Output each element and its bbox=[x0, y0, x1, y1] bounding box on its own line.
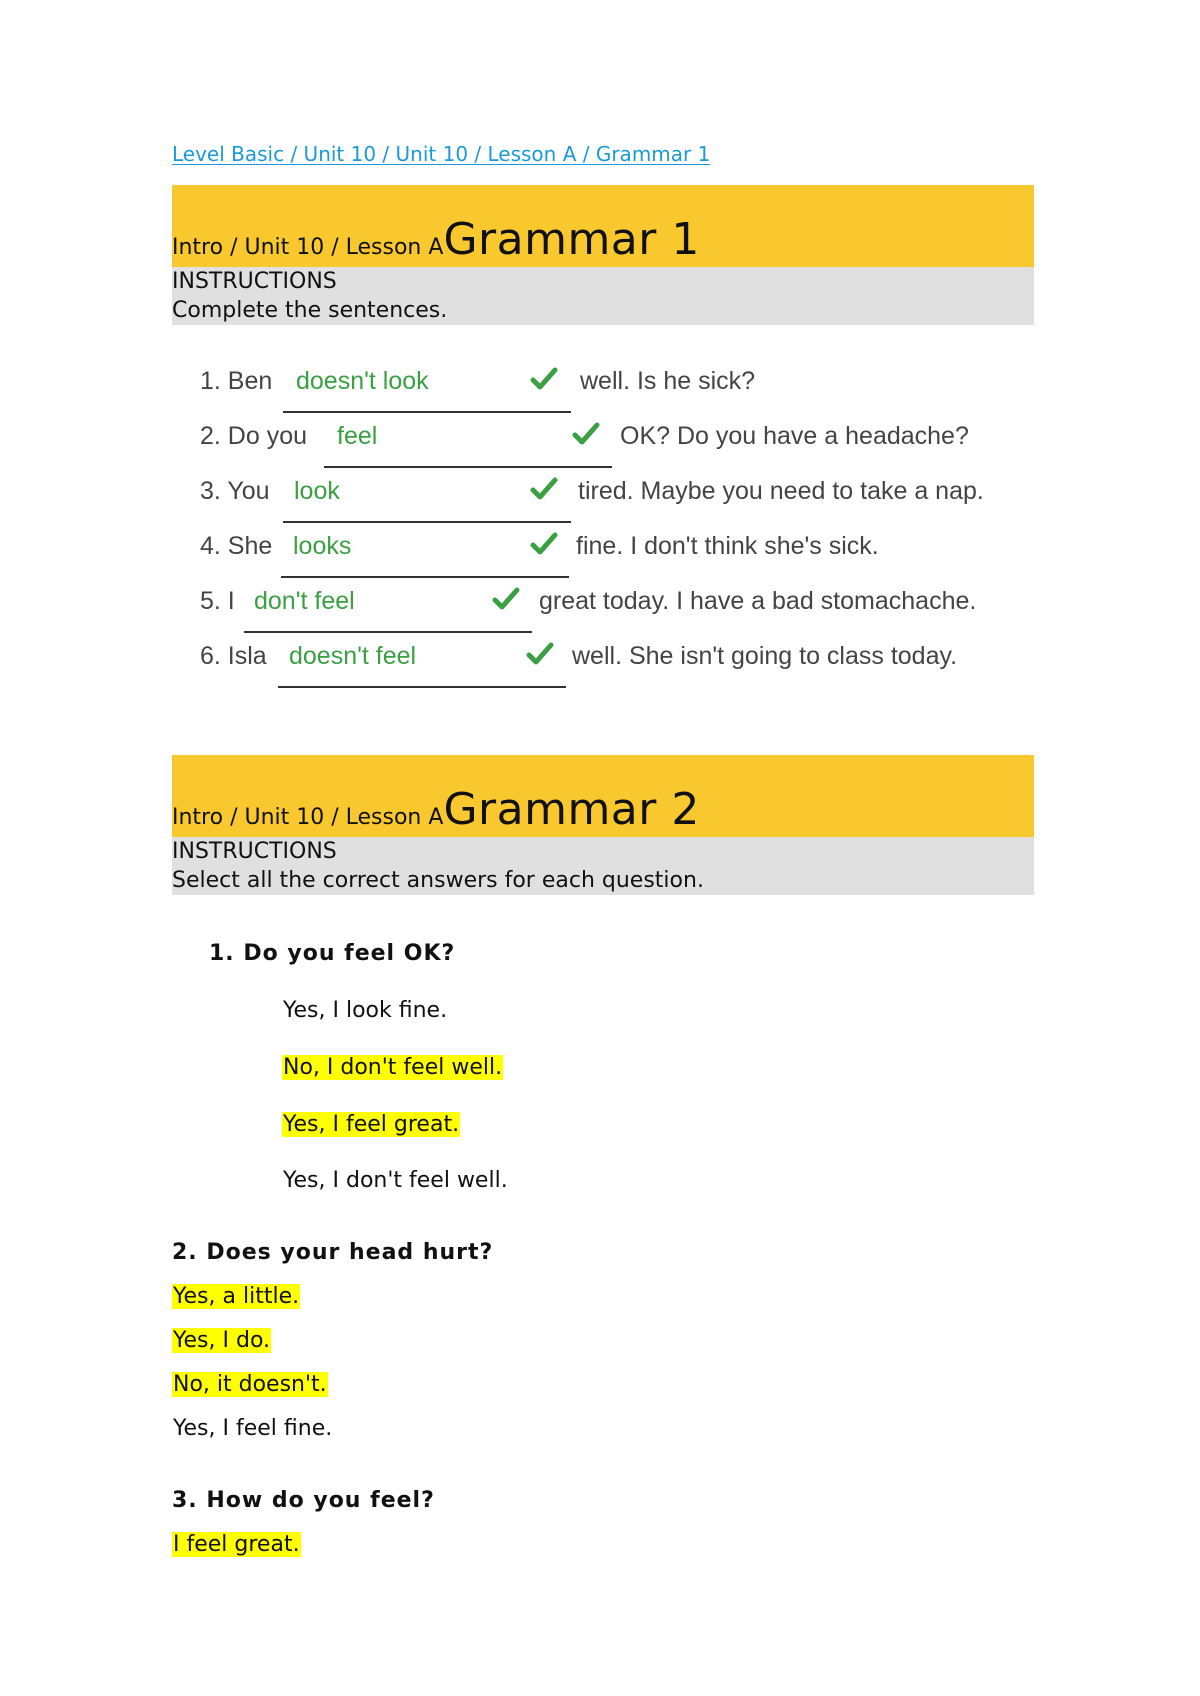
answer-text: doesn't feel bbox=[289, 642, 417, 670]
sentence-rest: fine. I don't think she's sick. bbox=[576, 532, 879, 560]
answer-option-selected[interactable]: No, I don't feel well. bbox=[283, 1055, 503, 1080]
fill-row bbox=[200, 583, 1040, 638]
check-icon bbox=[492, 585, 520, 613]
check-icon bbox=[530, 365, 558, 393]
fill-in-exercise bbox=[200, 363, 1040, 693]
question-2: 2. Does your head hurt? bbox=[172, 1240, 494, 1265]
breadcrumb[interactable]: Level Basic / Unit 10 / Unit 10 / Lesson A / Grammar 1 bbox=[172, 142, 711, 166]
answer-text: doesn't look bbox=[296, 367, 429, 395]
instructions-label: INSTRUCTIONS bbox=[172, 839, 337, 864]
check-icon bbox=[530, 475, 558, 503]
grammar-1-header bbox=[172, 185, 1034, 325]
answer-option-selected[interactable]: Yes, I do. bbox=[173, 1328, 271, 1353]
instructions-text: Complete the sentences. bbox=[172, 298, 448, 323]
sentence-prefix: 5. I bbox=[200, 587, 235, 615]
instructions-text: Select all the correct answers for each question. bbox=[172, 868, 704, 893]
sentence-rest: OK? Do you have a headache? bbox=[620, 422, 969, 450]
sentence-prefix: 2. Do you bbox=[200, 422, 308, 450]
grammar-2-instructions bbox=[172, 837, 1034, 895]
answer-option-selected[interactable]: I feel great. bbox=[173, 1532, 300, 1557]
grammar-1-subtitle: Intro / Unit 10 / Lesson A bbox=[172, 235, 444, 260]
check-icon bbox=[530, 530, 558, 558]
fill-row bbox=[200, 638, 1040, 693]
grammar-2-subtitle: Intro / Unit 10 / Lesson A bbox=[172, 805, 444, 830]
grammar-1-banner bbox=[172, 185, 1034, 267]
question-1: 1. Do you feel OK? bbox=[209, 941, 456, 966]
grammar-1-instructions bbox=[172, 267, 1034, 325]
instructions-label: INSTRUCTIONS bbox=[172, 269, 337, 294]
check-icon bbox=[526, 640, 554, 668]
answer-option[interactable]: Yes, I don't feel well. bbox=[283, 1168, 508, 1193]
grammar-2-header bbox=[172, 755, 1034, 895]
fill-row bbox=[200, 473, 1040, 528]
sentence-rest: well. Is he sick? bbox=[580, 367, 756, 395]
grammar-2-title: Grammar 2 bbox=[443, 784, 700, 835]
fill-row bbox=[200, 418, 1040, 473]
answer-text: looks bbox=[293, 532, 352, 560]
sentence-rest: great today. I have a bad stomachache. bbox=[539, 587, 977, 615]
question-3: 3. How do you feel? bbox=[172, 1488, 435, 1513]
answer-option-selected[interactable]: Yes, a little. bbox=[173, 1284, 300, 1309]
sentence-prefix: 6. Isla bbox=[200, 642, 267, 670]
answer-option[interactable]: Yes, I feel fine. bbox=[173, 1416, 333, 1441]
sentence-rest: tired. Maybe you need to take a nap. bbox=[578, 477, 984, 505]
sentence-prefix: 3. You bbox=[200, 477, 270, 505]
answer-text: feel bbox=[337, 422, 378, 450]
answer-text: don't feel bbox=[254, 587, 355, 615]
fill-row bbox=[200, 528, 1040, 583]
answer-option[interactable]: Yes, I look fine. bbox=[283, 998, 448, 1023]
answer-option-selected[interactable]: No, it doesn't. bbox=[173, 1372, 327, 1397]
fill-row bbox=[200, 363, 1040, 418]
sentence-prefix: 1. Ben bbox=[200, 367, 273, 395]
grammar-2-banner bbox=[172, 755, 1034, 837]
sentence-prefix: 4. She bbox=[200, 532, 273, 560]
answer-text: look bbox=[294, 477, 340, 505]
grammar-1-title: Grammar 1 bbox=[443, 214, 700, 265]
sentence-rest: well. She isn't going to class today. bbox=[572, 642, 958, 670]
answer-option-selected[interactable]: Yes, I feel great. bbox=[283, 1112, 460, 1137]
check-icon bbox=[572, 420, 600, 448]
